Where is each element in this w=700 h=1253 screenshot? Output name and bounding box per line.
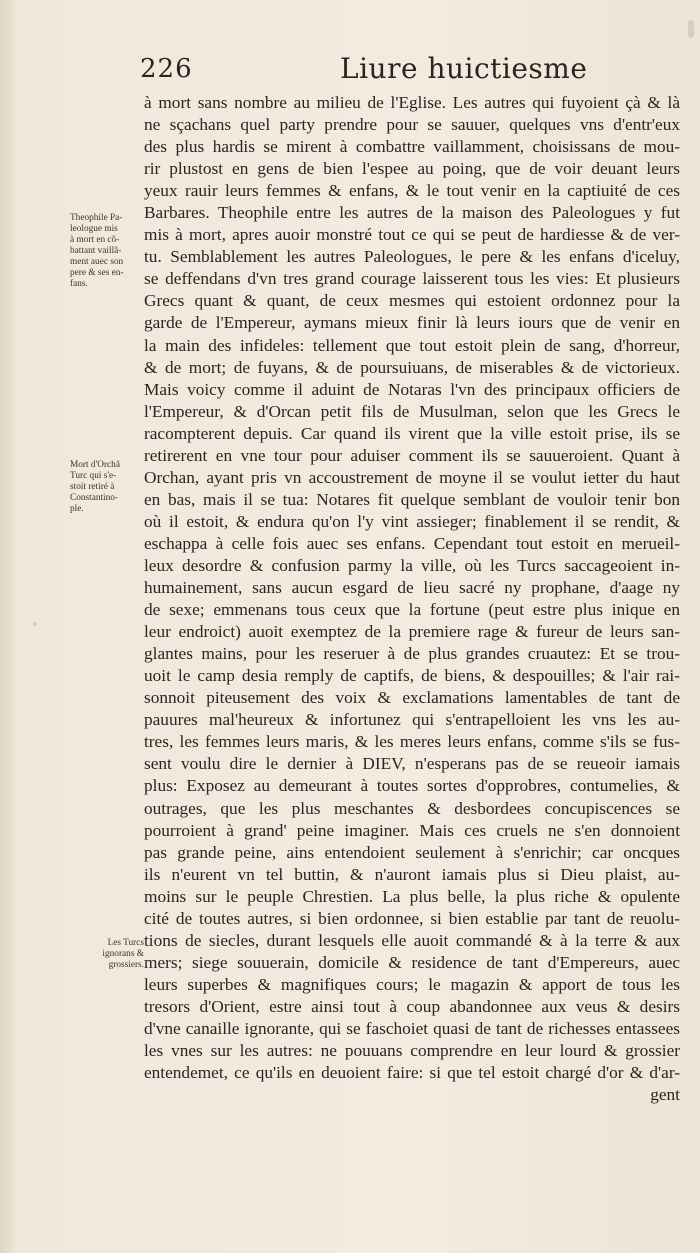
text-line: à mort sans nombre au milieu de l'Eglise. Les autres qui fuyoient çà & là [144, 93, 680, 112]
text-line: leur endroict) auoit exemptez de la premiere rage & fureur de leurs san- [144, 622, 680, 642]
text-line: moins sur le peuple Chrestien. La plus belle, la plus riche & opulente [144, 886, 680, 906]
text-line: se deffendans d'vn tres grand courage laisserent tous les vies: Et plusieurs [144, 269, 680, 289]
margin-note-line: pere & ses en- [70, 268, 124, 278]
text-line: la main des infideles: tellement que tout estoit plein de sang, d'horreur, [144, 335, 680, 355]
text-line: pas grande peine, ains entendoient seulement à s'enrichir; car oncques [144, 842, 680, 862]
margin-note-line: leologue mis [70, 224, 118, 234]
text-line: en bas, mais il se tua: Notares fit quelque semblant de vouloir tenir bon [144, 489, 680, 509]
text-line: Barbares. Theophile entre les autres de la maison des Paleologues y fut [144, 203, 680, 223]
page-number: 226 [140, 54, 193, 84]
text-line: rir plustost en gens de bien l'espee au poing, que de voir deuant leurs [144, 159, 680, 179]
text-line: glantes mains, pour les reseruer à de plus grandes cruautez: Et se trou- [144, 644, 680, 664]
text-line: tions de siecles, durant lesquels elle auoit commandé & à la terre & aux [144, 930, 680, 950]
text-line: humainement, sans aucun esgard de lieu sacré ny prophane, d'aage ny [144, 578, 680, 598]
margin-note-line: fans. [70, 279, 88, 289]
text-line: cité de toutes autres, si bien ordonnee, si bien establie par tant de reuolu- [144, 908, 680, 928]
text-line: sent voulu dire le dernier à DIEV, n'esperans pas de se reueoir iamais [144, 754, 680, 774]
text-line: tres, les femmes leurs maris, & les meres leurs enfans, comme s'ils se fus- [144, 732, 680, 752]
text-line: outrages, que les plus meschantes & desbordees concupiscences se [144, 798, 680, 818]
margin-note-line: Turc qui s'e- [70, 471, 117, 481]
margin-note-line: ment auec son [70, 257, 124, 267]
text-line: plus: Exposez au demeurant à toutes sortes d'opprobres, contumelies, & [144, 776, 680, 796]
text-line: & de mort; de fuyans, & de poursuiuans, de miserables & de victorieux. [144, 357, 680, 377]
margin-note-line: ple. [70, 504, 84, 514]
margin-note-line: Les Turcs [107, 938, 144, 948]
margin-note-line: à mort en cõ- [70, 235, 120, 245]
margin-note-orchan [70, 460, 144, 515]
text-line: l'Empereur, & d'Orcan petit fils de Musulman, selon que les Grecs le [144, 401, 680, 421]
text-line: où il estoit, & endura qu'on l'y vint assieger; finablement il se rendit, & [144, 511, 680, 531]
ink-spot [688, 20, 694, 38]
text-line: gent [650, 1085, 680, 1105]
running-head: Liure huictiesme [340, 52, 588, 85]
text-line: entendemet, ce qu'ils en deuoient faire: si que tel estoit chargé d'or & d'ar- [144, 1063, 680, 1083]
margin-note-turcs [70, 938, 144, 971]
text-line: eschappa à celle fois auec ses enfans. Cependant tout estoit en merueil- [144, 533, 680, 553]
text-line: leux desordre & confusion parmy la ville, où les Turcs saccageoient in- [144, 555, 680, 575]
text-line: d'vne canaille ignorante, qui se faschoiet quasi de tant de richesses entassees [144, 1018, 680, 1038]
text-line: mers; siege souuerain, domicile & residence de tant d'Empereurs, auec [144, 952, 680, 972]
margin-note-line: Theophile Pa- [70, 213, 123, 223]
margin-note-line: stoit retiré à [70, 482, 115, 492]
margin-note-line: grossiers. [108, 960, 144, 970]
page-header [140, 46, 600, 86]
text-line: sonnoit piteusement des voix & exclamations lamentables de tant de [144, 688, 680, 708]
text-line: les vnes sur les autres: ne pouuans comprendre en leur lourd & grossier [144, 1041, 680, 1061]
text-line: retirerent en vne tour pour aduiser comment ils se sauueroient. Quant à [144, 445, 680, 465]
text-line: racompterent depuis. Car quand ils virent que la ville estoit prise, ils se [144, 423, 680, 443]
text-line: Orchan, ayant pris vn accoustrement de moyne il se voulut ietter du haut [144, 467, 680, 487]
text-line: tresors d'Orient, estre ainsi tout à coup abandonnee aux veus & desirs [144, 996, 680, 1016]
ink-spot [33, 622, 37, 626]
text-line: leurs superbes & magnifiques cours; le magazin & apport de tous les [144, 974, 680, 994]
text-line: de sexe; emmenans tous ceux que la fortune (peut estre plus inique en [144, 600, 680, 620]
text-line: ils n'eurent vn tel buttin, & n'auront iamais plus si Dieu plaist, au- [144, 864, 680, 884]
text-line: mis à mort, apres auoir monstré tout ce qui se peut de hardiesse & de ver- [144, 225, 680, 245]
text-line: pauures mal'heureux & infortunez qui s'entrapelloient les vns les au- [144, 710, 680, 730]
text-line: Mais voicy comme il aduint de Notaras l'vn des principaux officiers de [144, 379, 680, 399]
text-line: garde de l'Empereur, aymans mieux finir là leurs iours que de venir en [144, 313, 680, 333]
margin-note-line: ignorans & [102, 949, 144, 959]
text-line: Grecs quant & quant, de ceux mesmes qui estoient ordonnez pour la [144, 291, 680, 311]
margin-note-line: Constantino- [70, 493, 119, 503]
text-line: uoit le camp desia remply de captifs, de biens, & despouilles; & l'air rai- [144, 666, 680, 686]
margin-note-line: Mort d'Orchã [70, 460, 120, 470]
text-line: tu. Semblablement les autres Paleologues, le pere & les enfans d'iceluy, [144, 247, 680, 267]
text-line: ne sçachans quel party prendre pour se sauuer, quelques vns d'entr'eux [144, 115, 680, 135]
text-line: pourroient à grand' peine imaginer. Mais ces cruels ne s'en donnoient [144, 820, 680, 840]
margin-note-theophile [70, 213, 144, 290]
text-line: des plus hardis se mirent à combattre vaillamment, choisissans de mou- [144, 137, 680, 157]
text-line: yeux rauir leurs femmes & enfans, & le tout venir en la captiuité de ces [144, 181, 680, 201]
body-text [144, 92, 680, 1106]
margin-note-line: battant vaillã- [70, 246, 122, 256]
